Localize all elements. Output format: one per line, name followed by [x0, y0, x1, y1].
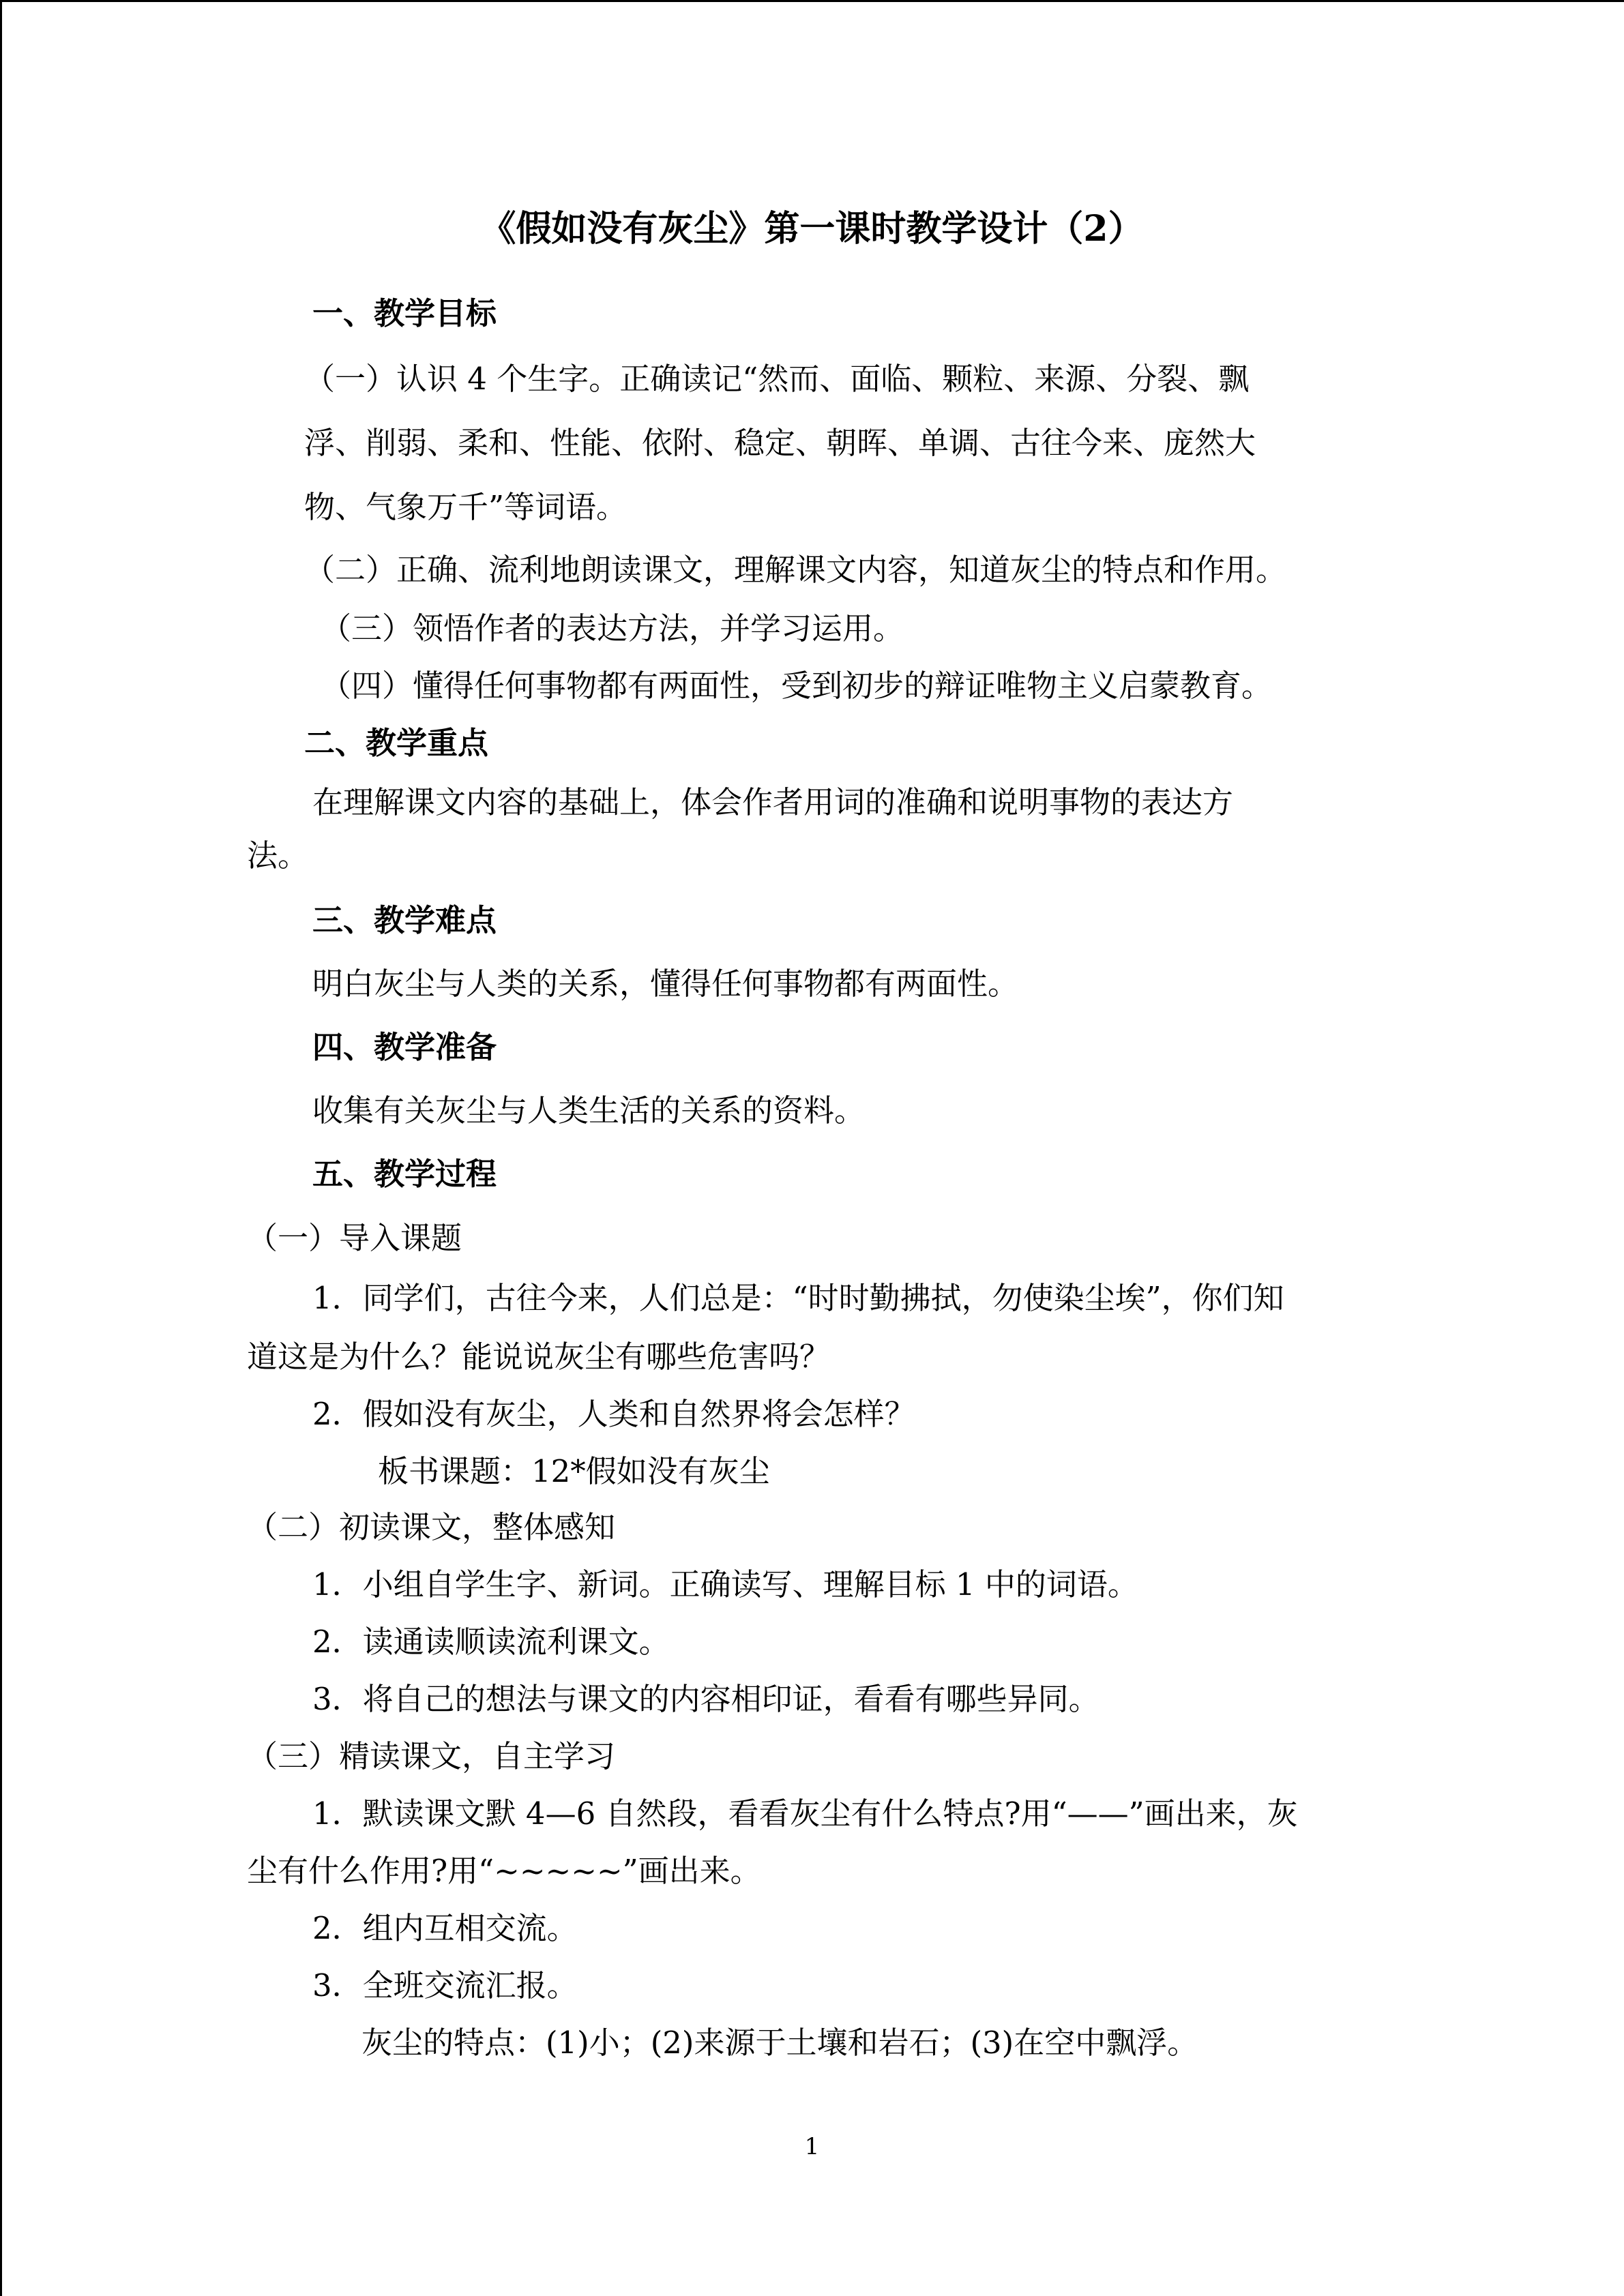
- section-heading-key-points: 二、教学重点: [304, 725, 489, 761]
- objective-1-line-1: （一）认识 4 个生字。正确读记“然而、面临、颗粒、来源、分裂、飘: [304, 361, 1250, 397]
- section-heading-process: 五、教学过程: [312, 1156, 497, 1192]
- document-title: 《假如没有灰尘》第一课时教学设计（2）: [480, 208, 1144, 250]
- key-points-line-2: 法。: [247, 837, 309, 874]
- section-heading-preparation: 四、教学准备: [312, 1029, 497, 1065]
- process-part-3-heading: （三）精读课文，自主学习: [247, 1738, 616, 1774]
- page-number: 1: [804, 2133, 820, 2160]
- objective-1-line-2: 浮、削弱、柔和、性能、依附、稳定、朝晖、单调、古往今来、庞然大: [304, 425, 1256, 461]
- key-points-line-1: 在理解课文内容的基础上，体会作者用词的准确和说明事物的表达方: [312, 784, 1234, 820]
- process-1-item-1-line-1: 1．同学们，古往今来，人们总是：“时时勤拂拭，勿使染尘埃”，你们知: [312, 1280, 1284, 1316]
- section-heading-objectives: 一、教学目标: [312, 295, 497, 331]
- page-top-border: [0, 0, 1624, 2]
- objective-2: （二）正确、流利地朗读课文，理解课文内容，知道灰尘的特点和作用。: [304, 552, 1287, 588]
- process-2-item-3: 3．将自己的想法与课文的内容相印证，看看有哪些异同。: [312, 1681, 1099, 1717]
- process-1-item-2: 2．假如没有灰尘，人类和自然界将会怎样？: [312, 1396, 915, 1432]
- process-3-item-1-line-1: 1．默读课文默 4—6 自然段，看看灰尘有什么特点?用“——”画出来，灰: [312, 1795, 1298, 1832]
- objective-3: （三）领悟作者的表达方法，并学习运用。: [321, 610, 904, 646]
- page-left-border: [0, 0, 2, 2296]
- difficulties-line-1: 明白灰尘与人类的关系，懂得任何事物都有两面性。: [312, 966, 1019, 1002]
- process-part-2-heading: （二）初读课文，整体感知: [247, 1509, 616, 1545]
- section-heading-difficulties: 三、教学难点: [312, 902, 497, 938]
- process-3-item-1-line-2: 尘有什么作用?用“~~~~~”画出来。: [247, 1853, 761, 1889]
- process-part-1-heading: （一）导入课题: [247, 1220, 462, 1256]
- process-3-item-3: 3．全班交流汇报。: [312, 1967, 578, 2003]
- process-2-item-1: 1．小组自学生字、新词。正确读写、理解目标 1 中的词语。: [312, 1566, 1138, 1602]
- process-3-item-2: 2．组内互相交流。: [312, 1910, 578, 1946]
- preparation-line-1: 收集有关灰尘与人类生活的关系的资料。: [312, 1092, 866, 1129]
- dust-features: 灰尘的特点：(1)小；(2)来源于土壤和岩石；(3)在空中飘浮。: [361, 2025, 1198, 2061]
- objective-4: （四）懂得任何事物都有两面性，受到初步的辩证唯物主义启蒙教育。: [321, 668, 1273, 704]
- process-2-item-2: 2．读通读顺读流利课文。: [312, 1624, 670, 1660]
- objective-1-line-3: 物、气象万千”等词语。: [304, 489, 628, 525]
- process-1-item-1-line-2: 道这是为什么？能说说灰尘有哪些危害吗？: [247, 1339, 831, 1375]
- process-1-board-title: 板书课题：12*假如没有灰尘: [378, 1453, 770, 1489]
